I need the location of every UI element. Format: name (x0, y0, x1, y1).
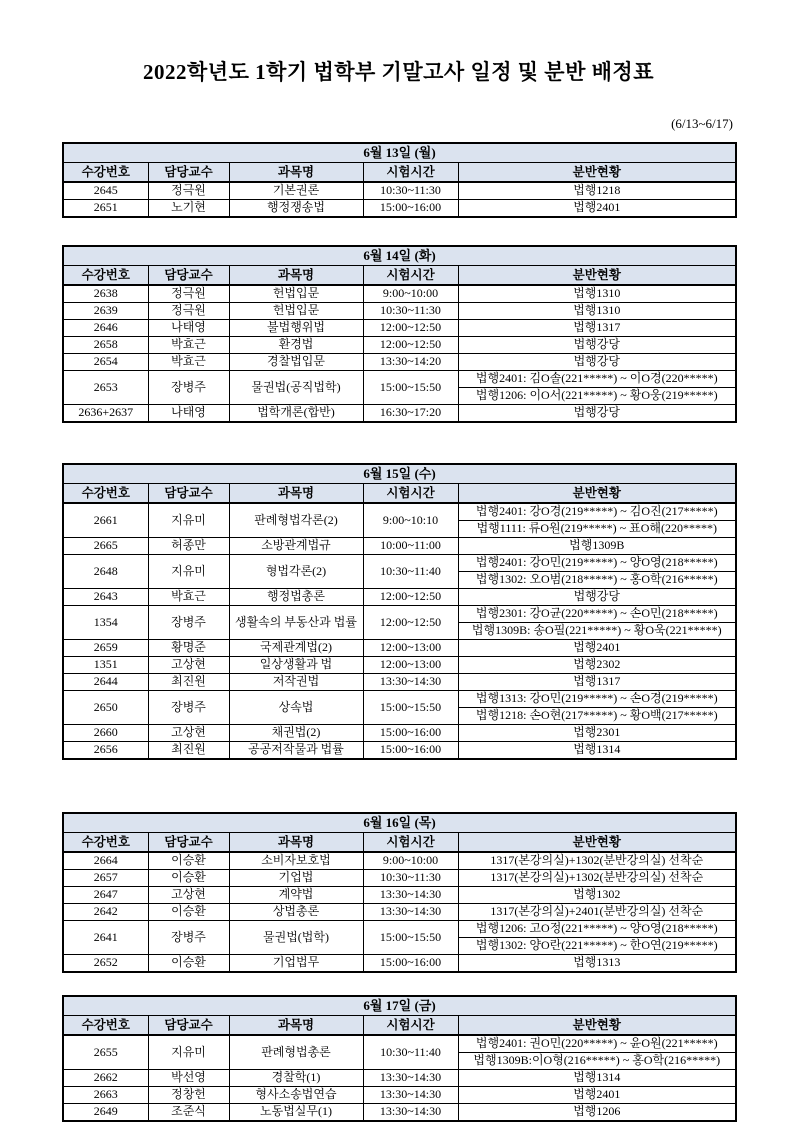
column-header-1: 수강번호 (63, 1016, 148, 1036)
column-header-3: 과목명 (229, 163, 363, 183)
subject-cell: 공공저작물과 법률 (229, 742, 363, 760)
professor-cell: 고상현 (148, 887, 229, 904)
table-date-header: 6월 17일 (금) (63, 996, 736, 1016)
table-date-row (63, 996, 736, 1016)
section-status-cell: 법행1314 (458, 742, 736, 760)
subject-cell: 물권법(공직법학) (229, 371, 363, 405)
table-row (63, 589, 736, 606)
column-header-3: 과목명 (229, 1016, 363, 1036)
course-no-cell: 2639 (63, 303, 148, 320)
course-no-cell: 2638 (63, 285, 148, 303)
subject-cell: 소비자보호법 (229, 852, 363, 870)
section-status-cell: 법행강당 (458, 405, 736, 423)
exam-time-cell: 13:30~14:20 (363, 354, 458, 371)
section-status-cell: 법행2301 (458, 725, 736, 742)
subject-cell: 물권법(법학) (229, 921, 363, 955)
table-row (63, 200, 736, 218)
section-status-cell: 법행1309B:이O형(216*****) ~ 홍O학(216*****) (458, 1053, 736, 1070)
exam-time-cell: 15:00~15:50 (363, 371, 458, 405)
section-status-cell: 법행1317 (458, 674, 736, 691)
section-status-cell: 법행1309B (458, 538, 736, 555)
column-header-3: 과목명 (229, 266, 363, 286)
column-header-row (63, 1016, 736, 1036)
subject-cell: 채권법(2) (229, 725, 363, 742)
section-status-cell: 법행1313: 강O민(219*****) ~ 손O경(219*****) (458, 691, 736, 708)
subject-cell: 기본권론 (229, 182, 363, 200)
professor-cell: 이승환 (148, 904, 229, 921)
table-row (63, 1104, 736, 1122)
section-status-cell: 1317(본강의실)+1302(분반강의실) 선착순 (458, 870, 736, 887)
course-no-cell: 2663 (63, 1087, 148, 1104)
table-row (63, 555, 736, 572)
table-date-row (63, 143, 736, 163)
exam-schedule-table-day-2 (62, 245, 737, 423)
column-header-1: 수강번호 (63, 163, 148, 183)
professor-cell: 나태영 (148, 320, 229, 337)
table-date-row (63, 813, 736, 833)
professor-cell: 박효근 (148, 354, 229, 371)
professor-cell: 장병주 (148, 921, 229, 955)
section-status-cell: 법행강당 (458, 337, 736, 354)
table-date-header: 6월 16일 (목) (63, 813, 736, 833)
table-row (63, 725, 736, 742)
section-status-cell: 법행1218 (458, 182, 736, 200)
exam-time-cell: 16:30~17:20 (363, 405, 458, 423)
section-status-cell: 법행1206 (458, 1104, 736, 1122)
section-status-cell: 법행2401: 권O민(220*****) ~ 윤O원(221*****) (458, 1035, 736, 1053)
course-no-cell: 2650 (63, 691, 148, 725)
table-row (63, 320, 736, 337)
subject-cell: 국제관계법(2) (229, 640, 363, 657)
subject-cell: 노동법실무(1) (229, 1104, 363, 1122)
exam-time-cell: 10:00~11:00 (363, 538, 458, 555)
course-no-cell: 2641 (63, 921, 148, 955)
exam-time-cell: 12:00~12:50 (363, 589, 458, 606)
section-status-cell: 법행1206: 이O서(221*****) ~ 황O웅(219*****) (458, 388, 736, 405)
exam-day-section-5 (62, 995, 735, 1122)
table-row (63, 1087, 736, 1104)
course-no-cell: 2662 (63, 1070, 148, 1087)
course-no-cell: 2636+2637 (63, 405, 148, 423)
table-row (63, 285, 736, 303)
subject-cell: 기업법 (229, 870, 363, 887)
exam-schedule-table-day-1 (62, 142, 737, 218)
section-status-cell: 법행2401: 강O민(219*****) ~ 양O영(218*****) (458, 555, 736, 572)
table-date-header: 6월 14일 (화) (63, 246, 736, 266)
exam-time-cell: 12:00~12:50 (363, 320, 458, 337)
professor-cell: 장병주 (148, 606, 229, 640)
exam-time-cell: 13:30~14:30 (363, 1104, 458, 1122)
subject-cell: 판례형법총론 (229, 1035, 363, 1070)
professor-cell: 정극원 (148, 285, 229, 303)
table-row (63, 405, 736, 423)
exam-day-section-1 (62, 142, 735, 218)
column-header-row (63, 833, 736, 853)
course-no-cell: 2648 (63, 555, 148, 589)
column-header-1: 수강번호 (63, 266, 148, 286)
column-header-5: 분반현황 (458, 266, 736, 286)
subject-cell: 경찰학(1) (229, 1070, 363, 1087)
section-status-cell: 법행1302: 오O범(218*****) ~ 홍O학(216*****) (458, 572, 736, 589)
column-header-4: 시험시간 (363, 833, 458, 853)
exam-time-cell: 12:00~13:00 (363, 657, 458, 674)
exam-time-cell: 10:30~11:40 (363, 555, 458, 589)
table-row (63, 303, 736, 320)
exam-time-cell: 15:00~16:00 (363, 742, 458, 760)
section-status-cell: 1317(본강의실)+2401(분반강의실) 선착순 (458, 904, 736, 921)
subject-cell: 법학개론(합반) (229, 405, 363, 423)
table-date-row (63, 246, 736, 266)
professor-cell: 최진원 (148, 742, 229, 760)
professor-cell: 장병주 (148, 691, 229, 725)
column-header-4: 시험시간 (363, 266, 458, 286)
course-no-cell: 2659 (63, 640, 148, 657)
course-no-cell: 2646 (63, 320, 148, 337)
date-range-label: (6/13~6/17) (671, 116, 733, 131)
column-header-2: 담당교수 (148, 266, 229, 286)
professor-cell: 황명준 (148, 640, 229, 657)
subject-cell: 판례형법각론(2) (229, 503, 363, 538)
exam-schedule-table-day-4 (62, 812, 737, 973)
table-row (63, 371, 736, 388)
exam-day-section-4 (62, 812, 735, 973)
subject-cell: 행정법총론 (229, 589, 363, 606)
exam-time-cell: 9:00~10:10 (363, 503, 458, 538)
section-status-cell: 법행2401: 김O솔(221*****) ~ 이O경(220*****) (458, 371, 736, 388)
professor-cell: 지유미 (148, 1035, 229, 1070)
professor-cell: 고상현 (148, 657, 229, 674)
column-header-5: 분반현황 (458, 484, 736, 504)
exam-schedule-table-day-5 (62, 995, 737, 1122)
course-no-cell: 2647 (63, 887, 148, 904)
column-header-2: 담당교수 (148, 163, 229, 183)
course-no-cell: 2655 (63, 1035, 148, 1070)
course-no-cell: 2660 (63, 725, 148, 742)
professor-cell: 나태영 (148, 405, 229, 423)
exam-time-cell: 13:30~14:30 (363, 904, 458, 921)
table-row (63, 538, 736, 555)
subject-cell: 생활속의 부동산과 법률 (229, 606, 363, 640)
column-header-1: 수강번호 (63, 484, 148, 504)
course-no-cell: 2645 (63, 182, 148, 200)
exam-tables-area (62, 142, 735, 1122)
professor-cell: 박효근 (148, 337, 229, 354)
professor-cell: 이승환 (148, 870, 229, 887)
column-header-4: 시험시간 (363, 484, 458, 504)
exam-time-cell: 9:00~10:00 (363, 852, 458, 870)
section-status-cell: 법행1218: 손O현(217*****) ~ 황O백(217*****) (458, 708, 736, 725)
subject-cell: 환경법 (229, 337, 363, 354)
subject-cell: 일상생활과 법 (229, 657, 363, 674)
professor-cell: 노기현 (148, 200, 229, 218)
course-no-cell: 2665 (63, 538, 148, 555)
section-status-cell: 법행2301: 강O균(220*****) ~ 손O민(218*****) (458, 606, 736, 623)
table-row (63, 503, 736, 521)
subject-cell: 행정쟁송법 (229, 200, 363, 218)
column-header-5: 분반현황 (458, 163, 736, 183)
column-header-5: 분반현황 (458, 833, 736, 853)
subject-cell: 계약법 (229, 887, 363, 904)
course-no-cell: 2642 (63, 904, 148, 921)
table-row (63, 640, 736, 657)
table-row (63, 742, 736, 760)
column-header-row (63, 163, 736, 183)
table-row (63, 182, 736, 200)
course-no-cell: 2649 (63, 1104, 148, 1122)
exam-time-cell: 12:00~12:50 (363, 337, 458, 354)
section-status-cell: 법행강당 (458, 354, 736, 371)
exam-time-cell: 12:00~12:50 (363, 606, 458, 640)
professor-cell: 박선영 (148, 1070, 229, 1087)
exam-time-cell: 15:00~16:00 (363, 955, 458, 973)
subject-cell: 상속법 (229, 691, 363, 725)
course-no-cell: 2664 (63, 852, 148, 870)
section-status-cell: 법행2401: 강O경(219*****) ~ 김O진(217*****) (458, 503, 736, 521)
course-no-cell: 2658 (63, 337, 148, 354)
professor-cell: 조준식 (148, 1104, 229, 1122)
table-row (63, 870, 736, 887)
course-no-cell: 2644 (63, 674, 148, 691)
page-title: 2022학년도 1학기 법학부 기말고사 일정 및 분반 배정표 (143, 60, 654, 84)
subject-cell: 헌법입문 (229, 285, 363, 303)
course-no-cell: 2657 (63, 870, 148, 887)
column-header-4: 시험시간 (363, 163, 458, 183)
subject-cell: 상법총론 (229, 904, 363, 921)
exam-time-cell: 13:30~14:30 (363, 674, 458, 691)
course-no-cell: 2654 (63, 354, 148, 371)
exam-time-cell: 10:30~11:30 (363, 303, 458, 320)
course-no-cell: 2656 (63, 742, 148, 760)
course-no-cell: 2643 (63, 589, 148, 606)
section-status-cell: 법행1206: 고O정(221*****) ~ 양O영(218*****) (458, 921, 736, 938)
exam-schedule-table-day-3 (62, 463, 737, 760)
exam-time-cell: 10:30~11:30 (363, 182, 458, 200)
column-header-2: 담당교수 (148, 833, 229, 853)
column-header-3: 과목명 (229, 833, 363, 853)
column-header-3: 과목명 (229, 484, 363, 504)
subject-cell: 경찰법입문 (229, 354, 363, 371)
table-row (63, 674, 736, 691)
course-no-cell: 2653 (63, 371, 148, 405)
column-header-row (63, 484, 736, 504)
subject-cell: 기업법무 (229, 955, 363, 973)
column-header-row (63, 266, 736, 286)
exam-time-cell: 12:00~13:00 (363, 640, 458, 657)
subject-cell: 소방관계법규 (229, 538, 363, 555)
table-date-header: 6월 15일 (수) (63, 464, 736, 484)
subject-cell: 형사소송법연습 (229, 1087, 363, 1104)
professor-cell: 이승환 (148, 955, 229, 973)
exam-time-cell: 13:30~14:30 (363, 887, 458, 904)
table-row (63, 904, 736, 921)
professor-cell: 고상현 (148, 725, 229, 742)
section-status-cell: 법행강당 (458, 589, 736, 606)
section-status-cell: 법행1310 (458, 303, 736, 320)
professor-cell: 지유미 (148, 503, 229, 538)
section-status-cell: 법행2302 (458, 657, 736, 674)
section-status-cell: 1317(본강의실)+1302(분반강의실) 선착순 (458, 852, 736, 870)
section-status-cell: 법행1310 (458, 285, 736, 303)
subject-cell: 불법행위법 (229, 320, 363, 337)
section-status-cell: 법행1302 (458, 887, 736, 904)
section-status-cell: 법행1111: 류O원(219*****) ~ 표O해(220*****) (458, 521, 736, 538)
subject-cell: 헌법입문 (229, 303, 363, 320)
course-no-cell: 2661 (63, 503, 148, 538)
table-row (63, 1035, 736, 1053)
subject-cell: 저작권법 (229, 674, 363, 691)
section-status-cell: 법행2401 (458, 640, 736, 657)
exam-time-cell: 15:00~15:50 (363, 921, 458, 955)
course-no-cell: 1351 (63, 657, 148, 674)
column-header-5: 분반현황 (458, 1016, 736, 1036)
exam-time-cell: 15:00~15:50 (363, 691, 458, 725)
exam-time-cell: 13:30~14:30 (363, 1087, 458, 1104)
course-no-cell: 1354 (63, 606, 148, 640)
column-header-1: 수강번호 (63, 833, 148, 853)
exam-day-section-3 (62, 463, 735, 760)
column-header-4: 시험시간 (363, 1016, 458, 1036)
table-row (63, 337, 736, 354)
professor-cell: 장병주 (148, 371, 229, 405)
professor-cell: 허종만 (148, 538, 229, 555)
exam-day-section-2 (62, 245, 735, 423)
exam-time-cell: 10:30~11:40 (363, 1035, 458, 1070)
table-row (63, 955, 736, 973)
table-row (63, 852, 736, 870)
table-row (63, 921, 736, 938)
section-status-cell: 법행1309B: 송O필(221*****) ~ 황O욱(221*****) (458, 623, 736, 640)
subject-cell: 형법각론(2) (229, 555, 363, 589)
table-row (63, 354, 736, 371)
professor-cell: 정극원 (148, 182, 229, 200)
section-status-cell: 법행1302: 양O란(221*****) ~ 한O연(219*****) (458, 938, 736, 955)
exam-time-cell: 13:30~14:30 (363, 1070, 458, 1087)
course-no-cell: 2651 (63, 200, 148, 218)
section-status-cell: 법행1313 (458, 955, 736, 973)
column-header-2: 담당교수 (148, 1016, 229, 1036)
table-row (63, 606, 736, 623)
table-row (63, 657, 736, 674)
exam-time-cell: 15:00~16:00 (363, 725, 458, 742)
table-row (63, 1070, 736, 1087)
section-status-cell: 법행2401 (458, 1087, 736, 1104)
section-status-cell: 법행1317 (458, 320, 736, 337)
table-date-header: 6월 13일 (월) (63, 143, 736, 163)
professor-cell: 정극원 (148, 303, 229, 320)
table-row (63, 691, 736, 708)
professor-cell: 박효근 (148, 589, 229, 606)
column-header-2: 담당교수 (148, 484, 229, 504)
professor-cell: 지유미 (148, 555, 229, 589)
section-status-cell: 법행1314 (458, 1070, 736, 1087)
professor-cell: 최진원 (148, 674, 229, 691)
section-status-cell: 법행2401 (458, 200, 736, 218)
professor-cell: 이승환 (148, 852, 229, 870)
professor-cell: 정창헌 (148, 1087, 229, 1104)
course-no-cell: 2652 (63, 955, 148, 973)
table-date-row (63, 464, 736, 484)
exam-time-cell: 9:00~10:00 (363, 285, 458, 303)
table-row (63, 887, 736, 904)
exam-time-cell: 15:00~16:00 (363, 200, 458, 218)
exam-time-cell: 10:30~11:30 (363, 870, 458, 887)
